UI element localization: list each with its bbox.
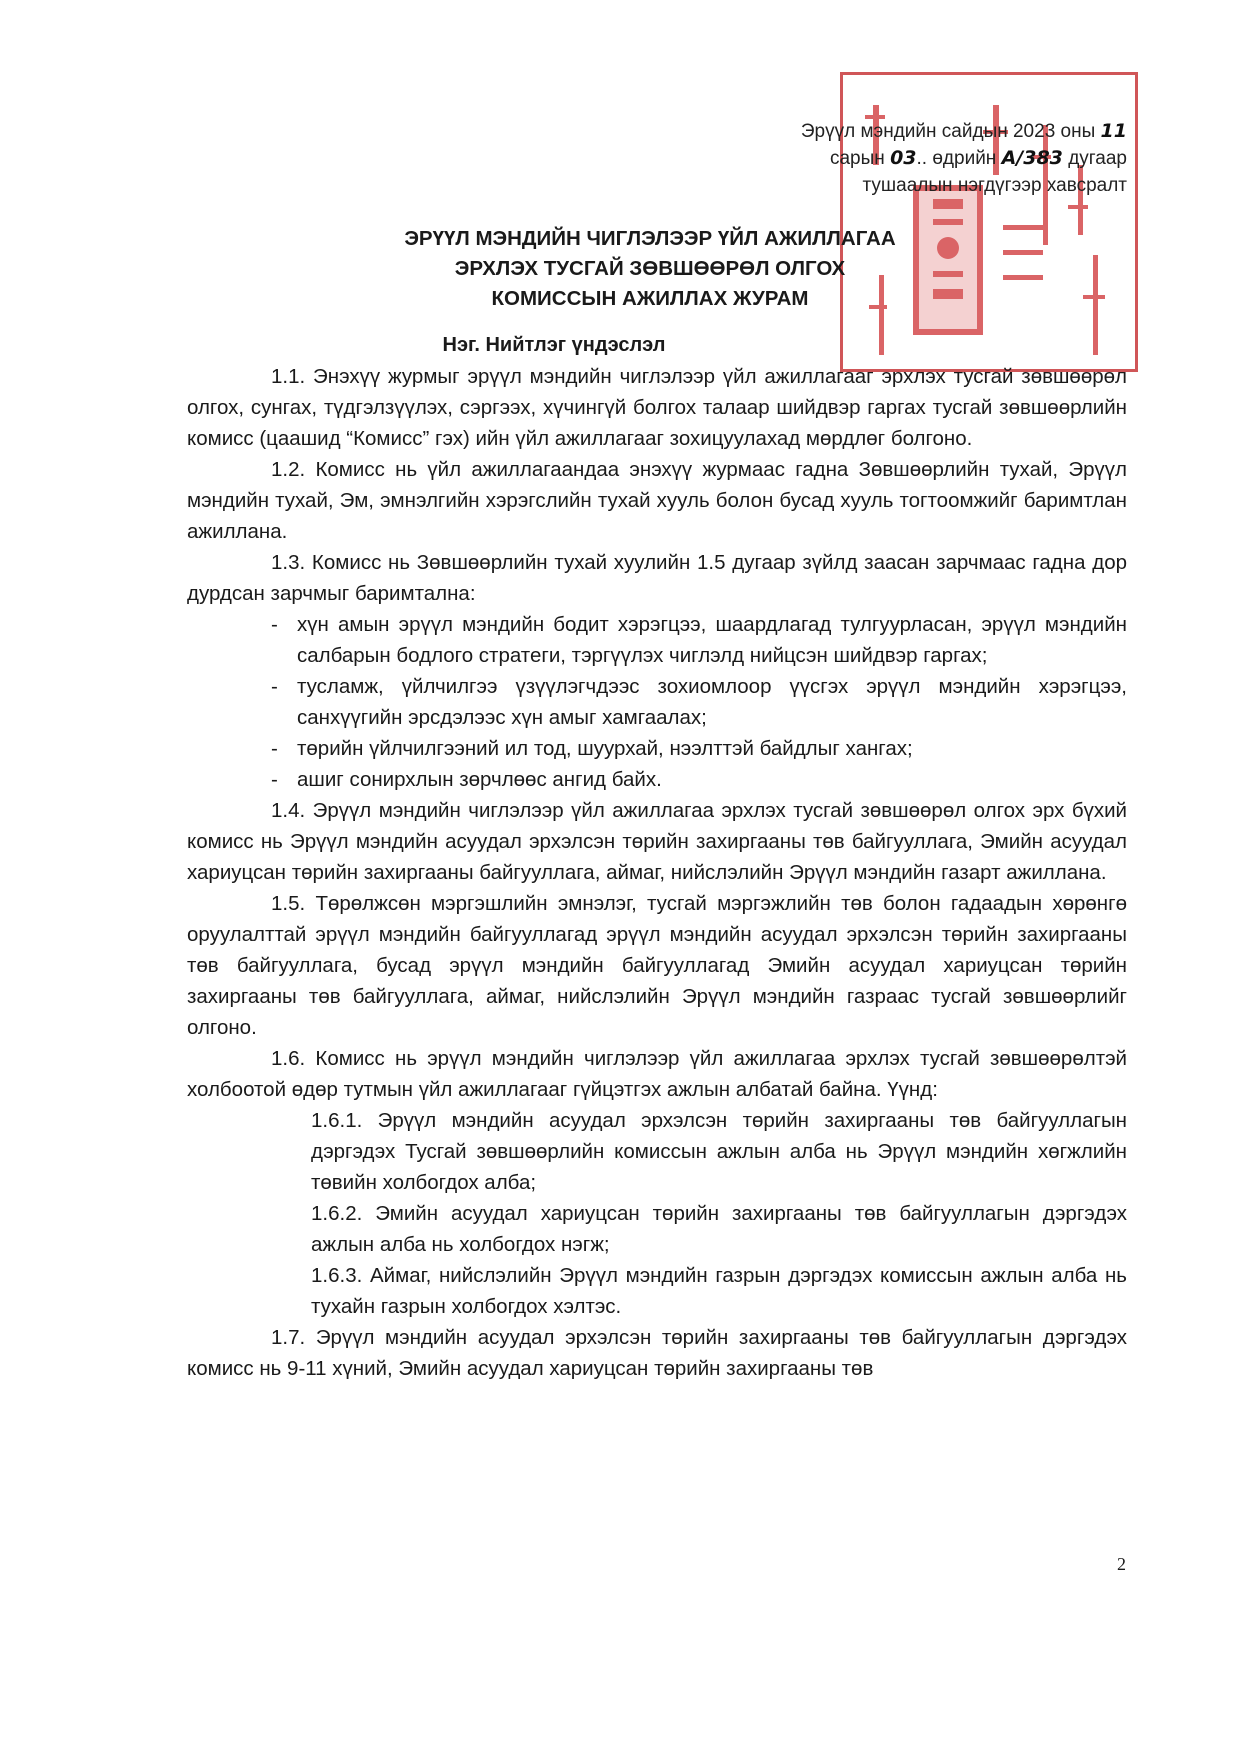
- title-line-3: КОМИССЫН АЖИЛЛАХ ЖУРАМ: [491, 287, 809, 310]
- paragraph-1-6-1: 1.6.1. Эрүүл мэндийн асуудал эрхэлсэн төрийн захиргааны төв байгууллагын дэргэдэх Тусгай зөвшөөрлийн комиссын ажлын алба нь Эрүүл мэндийн хөгжлийн төвийн холбогдох алба;: [311, 1109, 1127, 1194]
- annex-note-line-1: Эрүүл мэндийн сайдын 2023 оны 11: [800, 120, 1127, 142]
- document-body: [187, 361, 1127, 1384]
- page-number: 2: [1117, 1554, 1126, 1574]
- paragraph-1-6-3: 1.6.3. Аймаг, нийслэлийн Эрүүл мэндийн газрын дэргэдэх комиссын ажлын алба нь тухайн газрын холбогдох хэлтэс.: [311, 1264, 1127, 1318]
- paragraph-1-2: 1.2. Комисс нь үйл ажиллагаандаа энэхүү журмаас гадна Зөвшөөрлийн тухай, Эрүүл мэндийн тухай, Эм, эмнэлгийн хэрэгслийн тухай хууль болон бусад хууль тогтоомжийг баримтлан ажиллана.: [187, 458, 1127, 543]
- paragraph-1-6: 1.6. Комисс нь эрүүл мэндийн чиглэлээр үйл ажиллагаа эрхлэх тусгай зөвшөөрөлтэй холбоотой өдөр тутмын үйл ажиллагааг гүйцэтгэх ажлын албатай байна. Үүнд:: [187, 1047, 1127, 1101]
- annex-note-line-3: тушаалын нэгдүгээр хавсралт: [862, 175, 1127, 196]
- paragraph-1-6-2: 1.6.2. Эмийн асуудал хариуцсан төрийн захиргааны төв байгууллагын дэргэдэх ажлын алба нь холбогдох нэгж;: [311, 1202, 1127, 1256]
- official-seal-stamp: [840, 72, 1138, 372]
- paragraph-1-7: 1.7. Эрүүл мэндийн асуудал эрхэлсэн төрийн захиргааны төв байгууллагын дэргэдэх комисс нь 9-11 хүний, Эмийн асуудал хариуцсан төрийн захиргааны төв: [187, 1326, 1127, 1380]
- list-item: - хүн амын эрүүл мэндийн бодит хэрэгцээ, шаардлагад тулгуурласан, эрүүл мэндийн салбарын бодлого стратеги, тэргүүлэх чиглэлд нийцсэн шийдвэр гаргах;: [271, 609, 1127, 671]
- document-title: [0, 224, 1010, 314]
- paragraph-1-4: 1.4. Эрүүл мэндийн чиглэлээр үйл ажиллагаа эрхлэх тусгай зөвшөөрөл олгох эрх бүхий комисс нь Эрүүл мэндийн асуудал эрхэлсэн төрийн захиргааны төв байгууллага, Эмийн асуудал хариуцсан төрийн захиргааны байгууллага, аймаг, нийслэлийн Эрүүл мэндийн газарт ажиллана.: [187, 799, 1127, 884]
- annex-note-line-2: сарын 03.. өдрийн А/383 дугаар: [829, 147, 1127, 169]
- title-line-1: ЭРҮҮЛ МЭНДИЙН ЧИГЛЭЛЭЭР ҮЙЛ АЖИЛЛАГАА: [404, 227, 896, 250]
- handwritten-order-number: А/383: [1001, 147, 1063, 169]
- annex-reference-note: [801, 118, 1127, 199]
- list-item: - тусламж, үйлчилгээ үзүүлэгчдээс зохиомлоор үүсгэх эрүүл мэндийн хэрэгцээ, санхүүгийн эрсдэлээс хүн амыг хамгаалах;: [271, 671, 1127, 733]
- list-item: - ашиг сонирхлын зөрчлөөс ангид байх.: [271, 764, 1127, 795]
- title-line-2: ЭРХЛЭХ ТУСГАЙ ЗӨВШӨӨРӨЛ ОЛГОХ: [454, 257, 846, 280]
- list-item: - төрийн үйлчилгээний ил тод, шуурхай, нээлттэй байдлыг хангах;: [271, 733, 1127, 764]
- paragraph-1-1: 1.1. Энэхүү журмыг эрүүл мэндийн чиглэлээр үйл ажиллагааг эрхлэх тусгай зөвшөөрөл олгох, сунгах, түдгэлзүүлэх, сэргээх, хүчингүй болгох талаар шийдвэр гаргах тусгай зөвшөөрлийн комисс (цаашид “Комисс” гэх) ийн үйл ажиллагааг зохицуулахад мөрдлөг болгоно.: [187, 365, 1127, 450]
- handwritten-day: 03: [890, 147, 917, 169]
- section-heading: Нэг. Нийтлэг үндэслэл: [442, 334, 666, 356]
- paragraph-1-5: 1.5. Төрөлжсөн мэргэшлийн эмнэлэг, тусгай мэргэжлийн төв болон гадаадын хөрөнгө оруулалттай эрүүл мэндийн байгууллагад эрүүл мэндийн асуудал эрхэлсэн төрийн захиргааны төв байгууллага, бусад эрүүл мэндийн байгууллагад Эмийн асуудал хариуцсан төрийн захиргааны төв байгууллага, аймаг, нийслэлийн Эрүүл мэндийн газраас тусгай зөвшөөрлийг олгоно.: [187, 892, 1127, 1039]
- handwritten-month: 11: [1100, 120, 1127, 142]
- principles-list: [187, 609, 1127, 795]
- paragraph-1-3: 1.3. Комисс нь Зөвшөөрлийн тухай хуулийн 1.5 дугаар зүйлд заасан зарчмаас гадна дор дурдсан зарчмыг баримтална:: [187, 551, 1127, 605]
